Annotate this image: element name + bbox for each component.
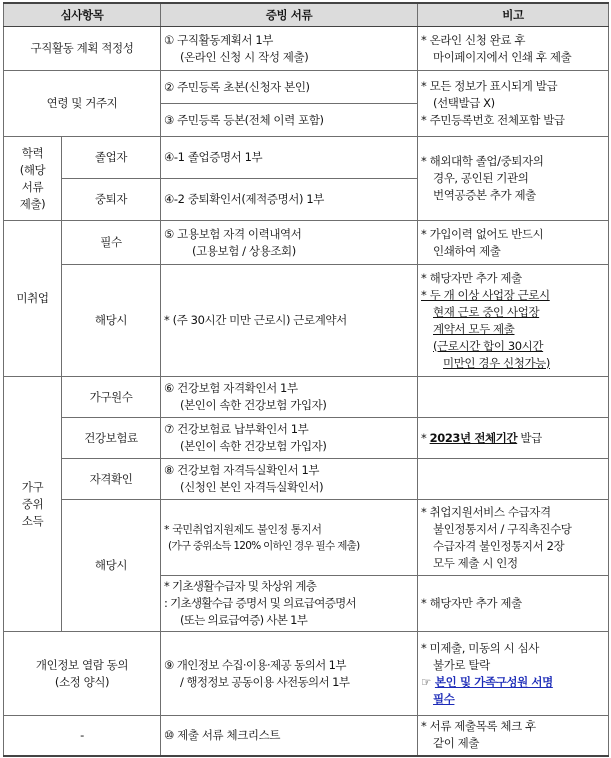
note-line: 모두 제출 시 인정: [433, 555, 518, 570]
table-row: [4, 137, 609, 179]
note-income-3: [418, 459, 609, 500]
doc-privacy: [161, 632, 418, 716]
note-line: * 온라인 신청 완료 후: [421, 32, 526, 47]
note-line: (선택발급 X): [433, 96, 495, 110]
note-income-1: [418, 377, 609, 418]
note-line: * 취업지원서비스 수급자격: [421, 504, 551, 519]
doc-line: (고용보험 / 상용조회): [192, 243, 296, 258]
doc-line: * 국민취업지원제도 불인정 통지서: [164, 522, 322, 536]
note-line: 미만인 경우 신청가능): [443, 355, 550, 370]
note-income-5: * 해당자만 추가 제출: [418, 576, 609, 632]
note-line-signature: ☞ 본인 및 가족구성원 서명: [421, 674, 553, 689]
note-line: 수급자격 불인정통지서 2장: [433, 538, 565, 553]
table-row: [4, 27, 609, 71]
doc-income-1: [161, 377, 418, 418]
doc-line: : 기초생활수급 증명서 및 의료급여증명서: [164, 596, 356, 610]
note-line: * 가입이력 없어도 반드시: [421, 226, 544, 241]
doc-age-1: ② 주민등록 초본(신청자 본인): [161, 71, 418, 104]
doc-line: (신청인 본인 자격득실확인서): [180, 480, 324, 494]
table-row: [4, 459, 609, 500]
item-age: 연령 및 거주지: [4, 71, 161, 137]
table-row: [4, 716, 609, 756]
table-row: [4, 377, 609, 418]
sub-household-members: 가구원수: [62, 377, 161, 418]
note-line: 불가로 탈락: [433, 657, 490, 672]
note-line: * 해당자만 추가 제출: [421, 270, 522, 285]
sub-required: 필수: [62, 221, 161, 265]
item-privacy: 개인정보 열람 동의 (소정 양식): [4, 632, 161, 716]
required-documents-table: [3, 2, 609, 757]
note-line: 필수: [433, 691, 455, 706]
doc-line: ⑧ 건강보험 자격득실확인서 1부: [164, 463, 320, 477]
note-line: * 모든 정보가 표시되게 발급: [421, 79, 558, 93]
doc-age-2: ③ 주민등록 등본(전체 이력 포함): [161, 104, 418, 137]
doc-line: (온라인 신청 시 작성 제출): [180, 49, 309, 64]
note-income-4: [418, 500, 609, 576]
table-row: [4, 71, 609, 104]
table-row: [4, 221, 609, 265]
doc-line: / 행정정보 공동이용 사전동의서 1부: [180, 674, 350, 689]
doc-unemp-2: * (주 30시간 미만 근로시) 근로계약서: [161, 265, 418, 377]
sub-income-if-applicable: 해당시: [62, 500, 161, 632]
doc-income-3: [161, 459, 418, 500]
table-row: [4, 632, 609, 716]
item-unemployed: 미취업: [4, 221, 62, 377]
note-line: 불인정통지서 / 구직촉진수당: [433, 521, 572, 536]
table-header-row: [4, 3, 609, 27]
doc-line: * 기초생활수급자 및 차상위 계층: [164, 579, 317, 593]
note-line: 번역공증본 추가 제출: [433, 188, 536, 202]
note-unemp-2: [418, 265, 609, 377]
item-checklist: -: [4, 716, 161, 756]
sub-eligibility: 자격확인: [62, 459, 161, 500]
note-income-2: * 2023년 전체기간 발급: [418, 418, 609, 459]
pointing-hand-icon: ☞: [421, 674, 431, 689]
doc-line: ① 구직활동계획서 1부: [164, 32, 274, 47]
doc-line: (가구 중위소득 120% 이하인 경우 필수 제출): [168, 539, 360, 552]
doc-line: ⑤ 고용보험 자격 이력내역서: [164, 226, 302, 241]
doc-line: (또는 의료급여증) 사본 1부: [180, 613, 308, 627]
doc-line: (본인이 속한 건강보험 가입자): [180, 439, 327, 453]
note-age: [418, 71, 609, 137]
note-line: 경우, 공인된 기관의: [433, 171, 529, 185]
note-line: 인쇄하여 제출: [433, 243, 501, 258]
note-line: * 두 개 이상 사업장 근로시: [421, 287, 550, 302]
item-plan: 구직활동 계획 적정성: [4, 27, 161, 71]
doc-line: (본인이 속한 건강보험 가입자): [180, 398, 327, 412]
header-documents: 증빙 서류: [161, 3, 418, 27]
sub-health-premium: 건강보험료: [62, 418, 161, 459]
doc-line: ⑥ 건강보험 자격확인서 1부: [164, 381, 298, 395]
note-line: 현재 근로 중인 사업장: [433, 304, 540, 319]
doc-line: ⑨ 개인정보 수집·이용·제공 동의서 1부: [164, 657, 346, 672]
header-remarks: 비고: [418, 3, 609, 27]
doc-edu-1: ④-1 졸업증명서 1부: [161, 137, 418, 179]
doc-line: ⑦ 건강보험료 납부확인서 1부: [164, 422, 309, 436]
doc-checklist: ⑩ 제출 서류 체크리스트: [161, 716, 418, 756]
item-education: 학력 (해당 서류 제출): [4, 137, 62, 221]
doc-plan: [161, 27, 418, 71]
note-education: [418, 137, 609, 221]
doc-income-4: [161, 500, 418, 576]
note-line: * 미제출, 미동의 시 심사: [421, 640, 540, 655]
note-line: 마이페이지에서 인쇄 후 제출: [433, 49, 572, 64]
note-line: * 해외대학 졸업/중퇴자의: [421, 154, 544, 168]
note-line: * 주민등록번호 전체포함 발급: [421, 113, 565, 127]
table-row: [4, 418, 609, 459]
note-line: * 서류 제출목록 체크 후: [421, 719, 536, 734]
note-privacy: [418, 632, 609, 716]
header-review-item: 심사항목: [4, 3, 161, 27]
note-line: 계약서 모두 제출: [433, 321, 515, 336]
table-row: [4, 500, 609, 576]
note-line: (근로시간 합이 30시간: [433, 338, 544, 353]
note-line: 같이 제출: [433, 736, 480, 751]
doc-edu-2: ④-2 중퇴확인서(제적증명서) 1부: [161, 179, 418, 221]
doc-income-2: [161, 418, 418, 459]
sub-if-applicable: 해당시: [62, 265, 161, 377]
sub-graduate: 졸업자: [62, 137, 161, 179]
doc-unemp-1: [161, 221, 418, 265]
item-household-income: 가구 중위 소득: [4, 377, 62, 632]
note-unemp-1: [418, 221, 609, 265]
note-checklist: [418, 716, 609, 756]
highlight-period: 2023년 전체기간: [429, 430, 518, 445]
doc-income-5: [161, 576, 418, 632]
note-plan: [418, 27, 609, 71]
sub-dropout: 중퇴자: [62, 179, 161, 221]
table-row: [4, 265, 609, 377]
